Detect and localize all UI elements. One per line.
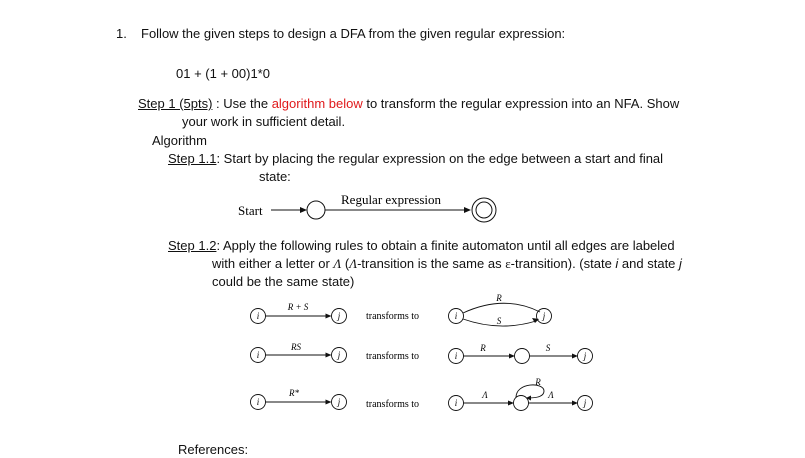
rule2-result-label-r: R — [480, 343, 486, 353]
start-state — [307, 201, 325, 219]
step11-text: : Start by placing the regular expression on the edge between a start and final — [216, 151, 664, 166]
rule2-result-middle-state — [515, 349, 530, 364]
rule3-state-j-label: j — [337, 397, 341, 407]
regular-expression: 01 + (1 + 00)1*0 — [176, 66, 270, 81]
final-state-inner — [476, 202, 492, 218]
rule2-result-state-j-label: j — [583, 351, 587, 361]
rule1-state-j-label: j — [337, 311, 341, 321]
start-label: Start — [238, 203, 263, 218]
algorithm-link-text: algorithm below — [271, 96, 363, 111]
rule1-arrowhead — [326, 314, 332, 319]
rule1-result-label-r: R — [496, 293, 502, 303]
step12-text-c: -transition is the same as — [357, 256, 506, 271]
regex-edge-arrowhead — [464, 207, 471, 213]
step12-text-a: with either a letter or — [212, 256, 334, 271]
step12-label: Step 1.2 — [168, 238, 217, 253]
lambda-symbol: Λ — [333, 256, 342, 271]
references-heading: References: — [178, 442, 249, 457]
step1-label: Step 1 (5pts) — [138, 96, 213, 111]
rule3-result-state-i-label: i — [454, 398, 458, 408]
question-prompt: Follow the given steps to design a DFA from the given regular expression: — [141, 26, 566, 41]
regex-edge-label: Regular expression — [341, 192, 442, 207]
rule2-state-j-label: j — [337, 350, 341, 360]
step11-line1 — [168, 151, 663, 167]
state-i-ref: i — [615, 256, 619, 271]
rule-union — [251, 293, 552, 326]
lambda-symbol: Λ — [349, 256, 358, 271]
step1-line2: your work in sufficient detail. — [182, 114, 346, 129]
step12-text: : Apply the following rules to obtain a finite automaton until all edges are labeled — [216, 238, 675, 253]
rule1-result-edge-r — [463, 303, 540, 313]
rule2-result-state-i-label: i — [454, 351, 458, 361]
transformation-rules — [240, 288, 610, 428]
rule1-result-state-i-label: i — [454, 311, 458, 321]
step1-line1 — [138, 96, 679, 112]
start-arrowhead — [300, 207, 307, 213]
step12-line2 — [212, 256, 682, 272]
rule1-transforms-to: transforms to — [366, 311, 420, 322]
epsilon-symbol: ε — [505, 256, 511, 271]
rule3-result-middle-state — [514, 396, 529, 411]
rule2-state-i-label: i — [256, 350, 260, 360]
step12-text-b: ( — [341, 256, 350, 271]
step12-text-d: -transition). (state — [510, 256, 616, 271]
rule1-edge-label: R + S — [287, 302, 309, 312]
rule2-transforms-to: transforms to — [366, 351, 420, 362]
rule1-state-i-label: i — [256, 311, 260, 321]
step11-line2: state: — [259, 169, 291, 184]
algorithm-heading: Algorithm — [152, 133, 207, 148]
state-j-ref: j — [679, 256, 682, 271]
rule3-result-loop-label: R — [535, 377, 541, 387]
rule3-arrowhead — [326, 400, 332, 405]
question-number: 1. — [116, 26, 127, 41]
step1-rest: to transform the regular expression into an NFA. Show — [362, 96, 680, 111]
rule2-result-label-s: S — [545, 343, 551, 353]
step1-sep: : Use the — [212, 96, 272, 111]
rule2-edge-label: RS — [291, 342, 301, 352]
rule3-result-label-lambda2: Λ — [548, 390, 554, 400]
rule3-result-state-j-label: j — [583, 398, 587, 408]
rule3-result-loop-arrowhead — [526, 396, 531, 401]
rule3-result-label-lambda1: Λ — [482, 390, 488, 400]
step12-line1 — [168, 238, 675, 254]
rule3-edge-label: R* — [289, 388, 299, 398]
step12-text-e: and state — [618, 256, 680, 271]
rule1-result-label-s: S — [496, 316, 502, 326]
rule1-result-state-j-label: j — [542, 311, 546, 321]
rule3-transforms-to: transforms to — [366, 399, 420, 410]
step12-line3: could be the same state) — [212, 274, 355, 289]
rule-kleene-star — [251, 377, 593, 411]
start-diagram — [225, 186, 515, 230]
rule-concatenation — [251, 342, 593, 364]
rule2-arrowhead — [326, 353, 332, 358]
step11-label: Step 1.1 — [168, 151, 217, 166]
rule3-state-i-label: i — [256, 397, 260, 407]
